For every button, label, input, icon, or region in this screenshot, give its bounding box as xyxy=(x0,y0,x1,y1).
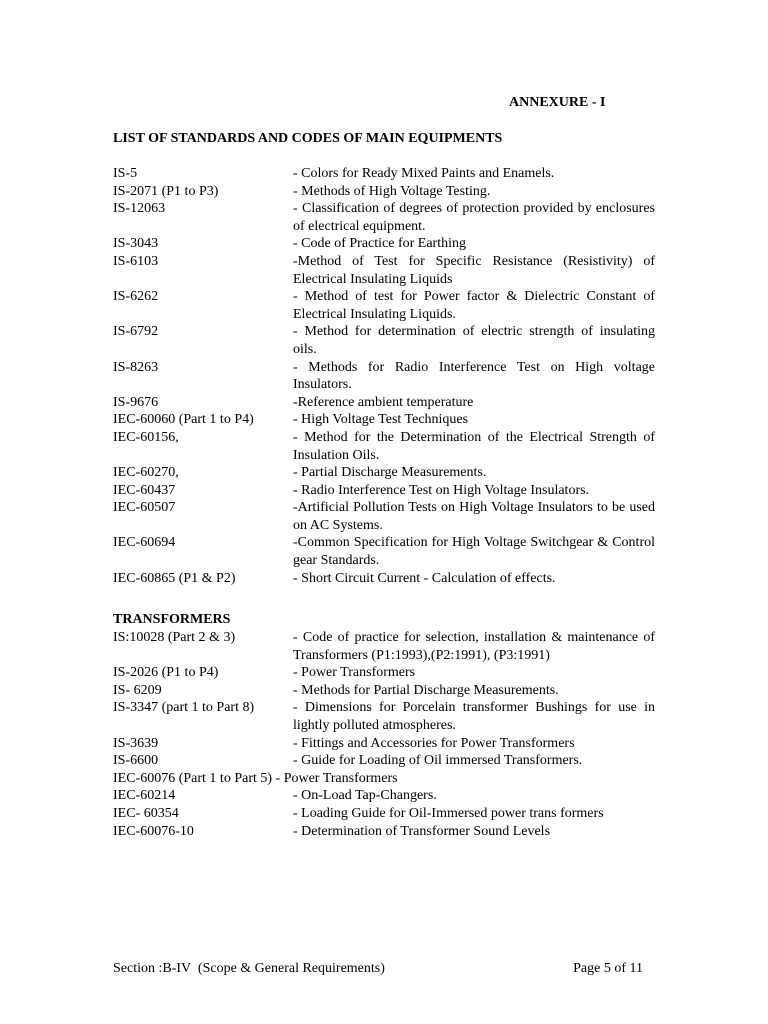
standard-code: IS-5 xyxy=(113,166,138,181)
standard-description: - Colors for Ready Mixed Paints and Enamels. xyxy=(293,166,555,181)
footer-section-label: Section :B-IV (Scope & General Requirements) xyxy=(113,961,385,976)
standard-description: - Method of test for Power factor & Dielectric Constant of Electrical Insulating Liquids. xyxy=(293,289,655,322)
list-item xyxy=(113,752,658,770)
standard-code: IS- 6209 xyxy=(113,682,162,698)
list-item xyxy=(113,359,658,394)
standard-code: IS-2071 (P1 to P3) xyxy=(113,183,219,199)
list-item xyxy=(113,682,658,700)
standard-description: - Power Transformers xyxy=(293,665,416,681)
list-item xyxy=(113,735,658,753)
standard-description: -Reference ambient temperature xyxy=(293,394,474,410)
standard-description: - Fittings and Accessories for Power Transformers xyxy=(293,735,575,751)
list-item xyxy=(113,394,658,412)
standard-code: IS-8263 xyxy=(113,359,159,375)
list-item xyxy=(113,183,658,201)
document-title: LIST OF STANDARDS AND CODES OF MAIN EQUIPMENTS xyxy=(113,131,503,146)
standard-code: IEC-60507 xyxy=(113,500,176,516)
standard-description: - Determination of Transformer Sound Levels xyxy=(293,823,551,839)
standard-code: IEC-60076-10 xyxy=(113,823,194,839)
standard-code: IS-3347 (part 1 to Part 8) xyxy=(113,700,255,716)
list-item xyxy=(113,534,658,569)
standard-code: IS-6262 xyxy=(113,289,159,305)
list-item xyxy=(113,787,658,805)
list-item xyxy=(113,464,658,482)
list-item xyxy=(113,805,658,823)
standard-code: IEC-60156, xyxy=(113,429,179,445)
standard-code: IEC-60437 xyxy=(113,482,176,498)
list-item xyxy=(113,253,658,288)
standard-code: IEC-60060 (Part 1 to P4) xyxy=(113,412,254,428)
section-heading: TRANSFORMERS xyxy=(113,612,231,627)
standard-code: IS:10028 (Part 2 & 3) xyxy=(113,630,236,645)
list-item xyxy=(113,629,658,664)
standard-code: IEC-60694 xyxy=(113,535,176,551)
list-item xyxy=(113,165,658,183)
standard-description: - Methods of High Voltage Testing. xyxy=(293,183,491,199)
standard-description: -Artificial Pollution Tests on High Voltage Insulators to be used on AC Systems. xyxy=(293,500,655,533)
standard-description: - Methods for Radio Interference Test on High voltage Insulators. xyxy=(293,359,655,393)
transformers-standards-list xyxy=(113,611,658,840)
page-footer xyxy=(113,960,643,978)
standard-code: IEC-60865 (P1 & P2) xyxy=(113,570,236,586)
list-item xyxy=(113,664,658,682)
standard-description: - Code of Practice for Earthing xyxy=(293,236,466,252)
standard-description: - Method for determination of electric strength of insulating oils. xyxy=(293,324,655,357)
list-item xyxy=(113,235,658,253)
standard-code: IEC-60214 xyxy=(113,788,176,804)
standard-code: IS-6600 xyxy=(113,753,159,769)
standard-description: - Radio Interference Test on High Voltage Insulators. xyxy=(293,482,590,498)
standard-code: IS-9676 xyxy=(113,394,159,410)
list-item xyxy=(113,323,658,358)
standard-description: - Guide for Loading of Oil immersed Transformers. xyxy=(293,753,583,769)
standard-description: - Dimensions for Porcelain transformer Bushings for use in lightly polluted atmospheres. xyxy=(293,700,655,733)
standard-description: - Methods for Partial Discharge Measurements. xyxy=(293,682,559,698)
standard-code: IS-2026 (P1 to P4) xyxy=(113,665,219,681)
list-item xyxy=(113,482,658,500)
general-standards-list xyxy=(113,165,658,587)
annexure-label: ANNEXURE - I xyxy=(509,95,606,110)
standard-description: -Common Specification for High Voltage Switchgear & Control gear Standards. xyxy=(293,535,655,569)
list-item xyxy=(113,770,658,788)
standard-code: IS-6792 xyxy=(113,324,159,340)
list-item xyxy=(113,411,658,429)
list-item xyxy=(113,200,658,235)
standard-description: - Loading Guide for Oil-Immersed power trans formers xyxy=(293,805,604,821)
standard-code: IEC-60270, xyxy=(113,465,179,481)
standard-description: - Power Transformers xyxy=(272,770,398,786)
page-number: Page 5 of 11 xyxy=(573,961,643,976)
list-item xyxy=(113,499,658,534)
standard-code: IS-6103 xyxy=(113,253,159,269)
standard-code: IS-12063 xyxy=(113,201,166,217)
standard-description: - High Voltage Test Techniques xyxy=(293,412,469,428)
standard-code: IS-3639 xyxy=(113,735,159,751)
standard-code: IEC-60076 (Part 1 to Part 5) xyxy=(113,770,273,786)
list-item xyxy=(113,823,658,841)
standard-description: - Partial Discharge Measurements. xyxy=(293,465,487,481)
standard-description: - Method for the Determination of the Electrical Strength of Insulation Oils. xyxy=(293,429,655,463)
standard-description: - Short Circuit Current - Calculation of effects. xyxy=(293,570,556,586)
standard-code: IEC- 60354 xyxy=(113,805,179,821)
standard-description: -Method of Test for Specific Resistance (Resistivity) of Electrical Insulating Liquids xyxy=(293,253,655,287)
standard-description: - On-Load Tap-Changers. xyxy=(293,788,437,804)
standard-description: - Code of practice for selection, installation & maintenance of Transformers (P1:1993),(P2:1991), (P3:1991) xyxy=(293,630,655,663)
list-item xyxy=(113,570,658,588)
standard-code: IS-3043 xyxy=(113,236,159,252)
list-item xyxy=(113,429,658,464)
standard-description: - Classification of degrees of protection provided by enclosures of electrical equipment. xyxy=(293,201,655,234)
list-item xyxy=(113,288,658,323)
list-item xyxy=(113,699,658,734)
